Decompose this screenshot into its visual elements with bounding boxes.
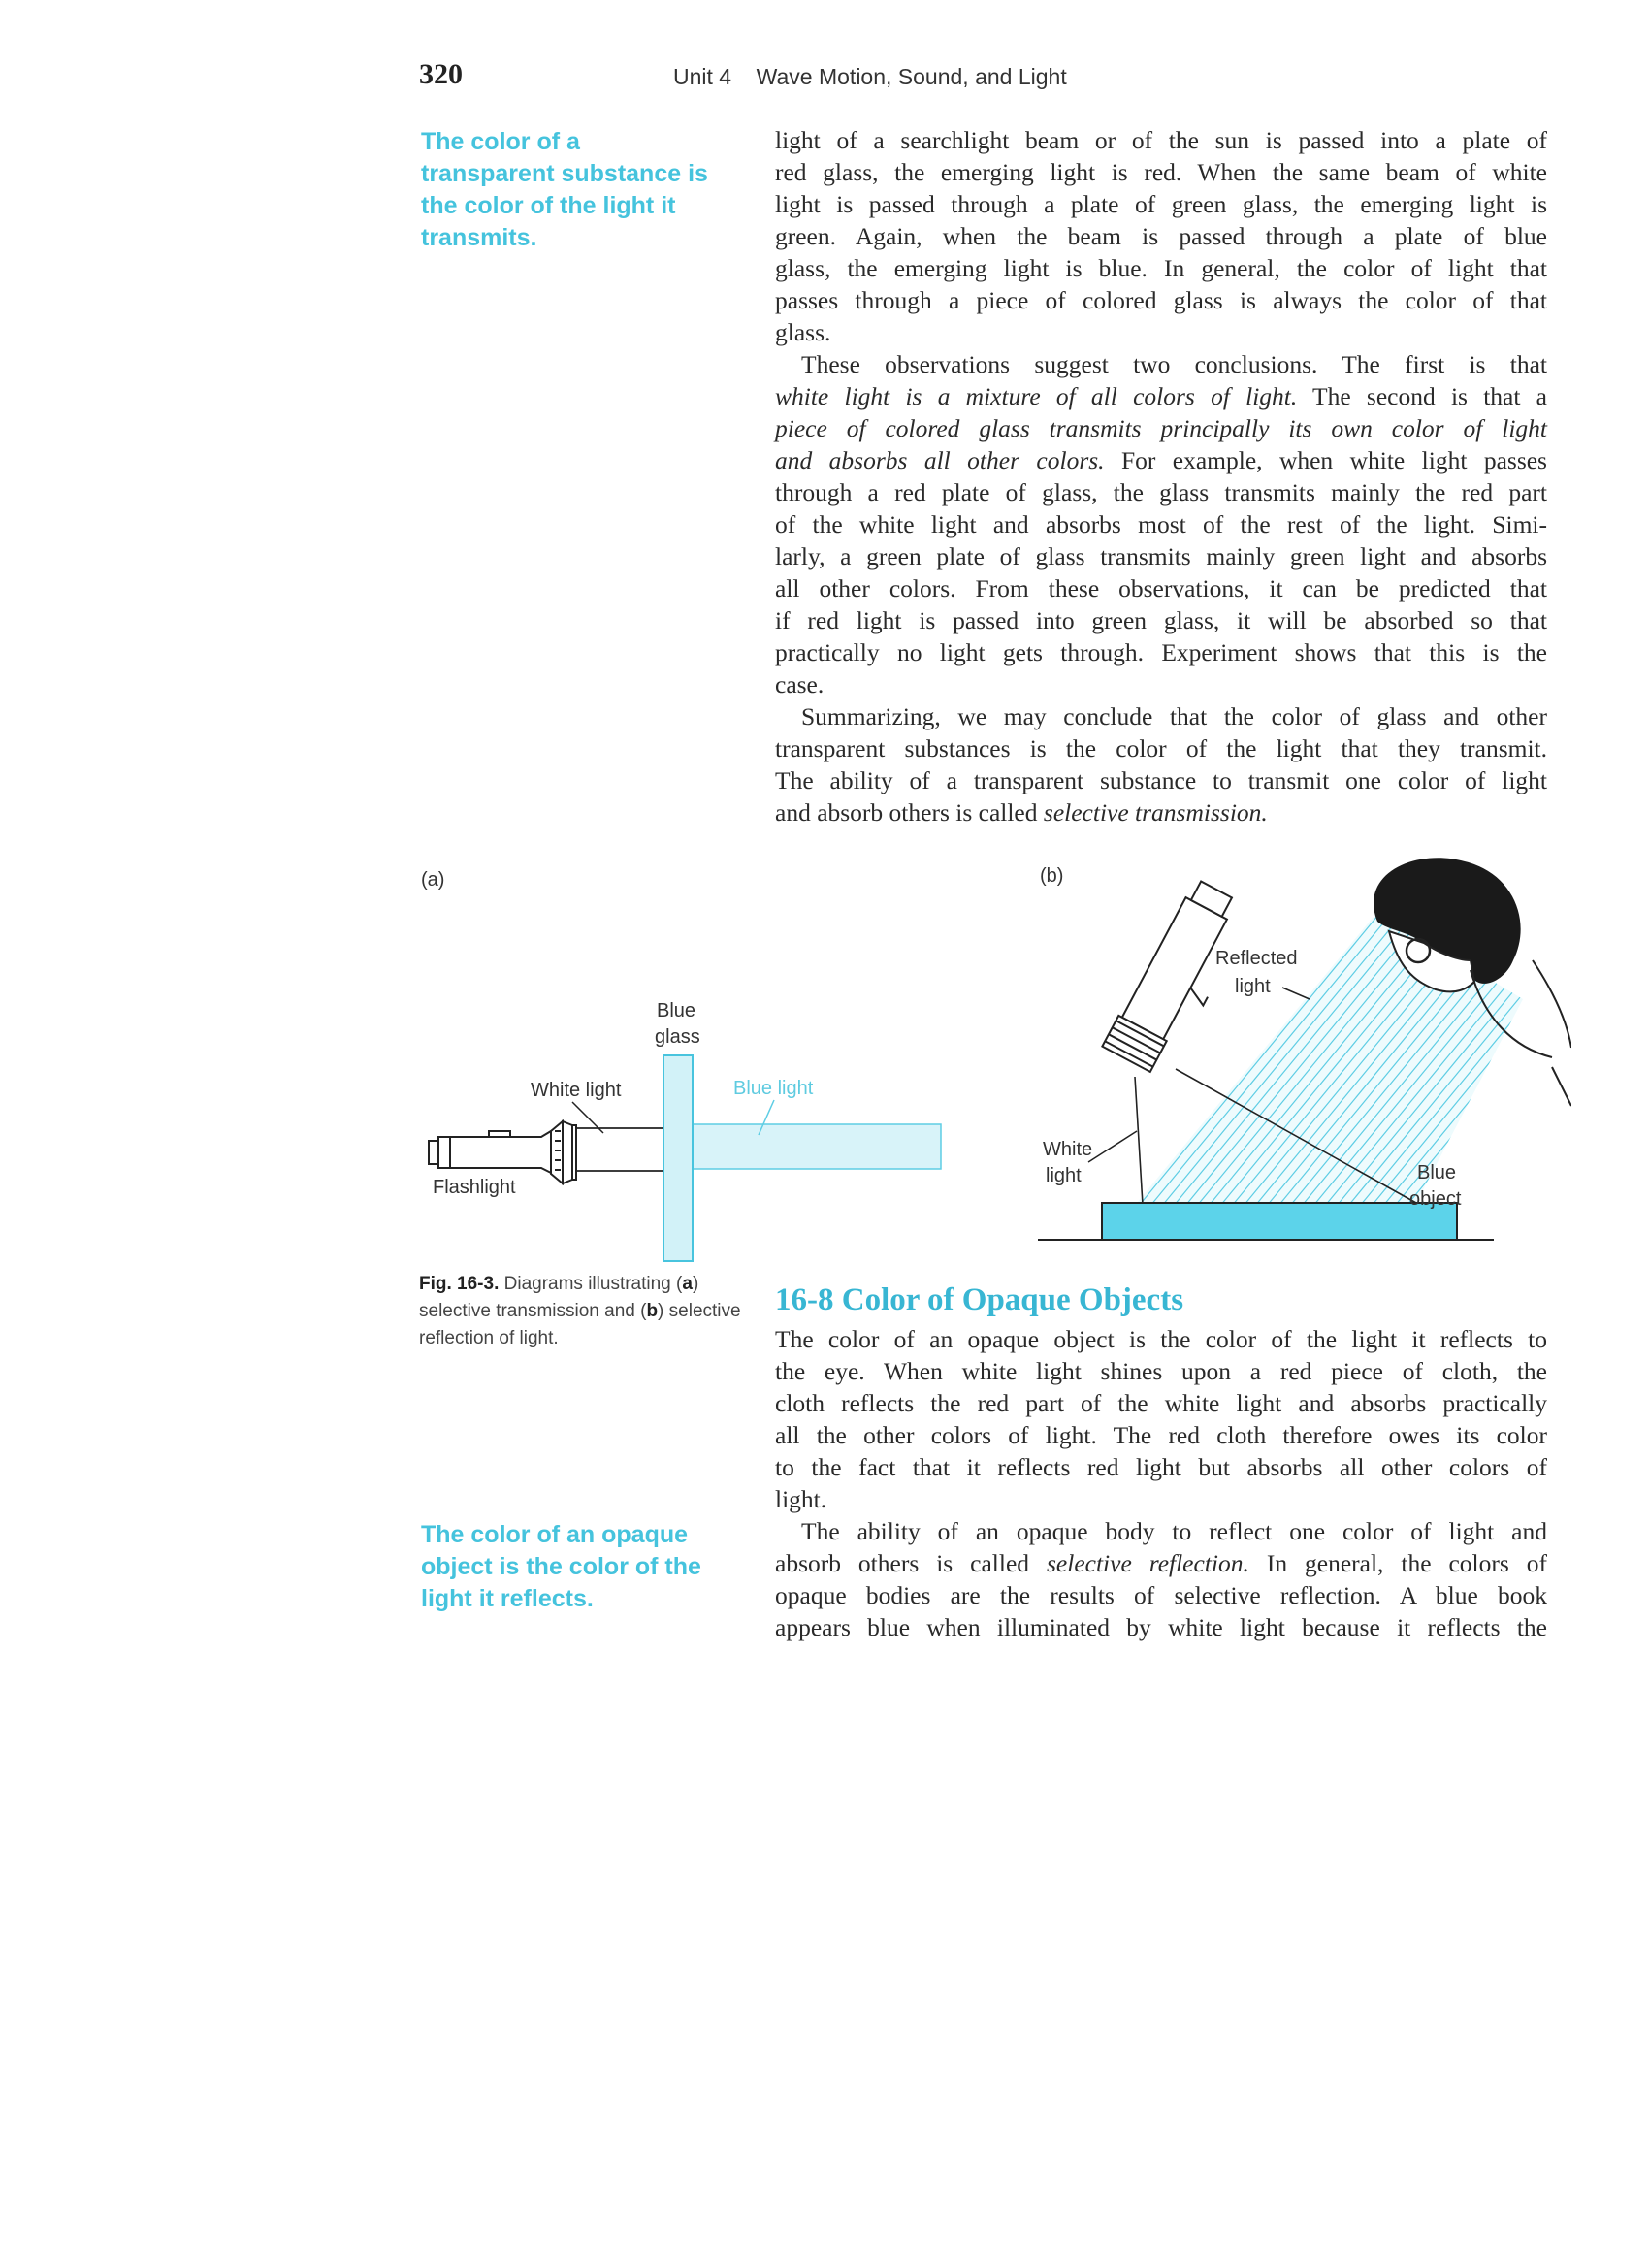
text-line: to the fact that it reflects red light but absorbs all other colors of (775, 1453, 1547, 1481)
caption-letter: b (646, 1301, 659, 1321)
paragraph-3 (775, 700, 1547, 828)
text-line: light. (775, 1485, 827, 1513)
text-line: The ability of an opaque body to reflect one color of light and (801, 1517, 1547, 1545)
margin-note-line: transparent substance is (421, 160, 708, 187)
text-line (775, 412, 1547, 444)
italic-term: selective transmission. (1043, 798, 1268, 826)
label-reflected-1: Reflected (1215, 948, 1298, 969)
paragraph-1 (775, 124, 1547, 348)
label-flashlight: Flashlight (433, 1177, 516, 1198)
text-line (775, 380, 1547, 412)
text-line: opaque bodies are the results of selective reflection. A blue book (775, 1581, 1547, 1609)
text-line: case. (775, 670, 824, 698)
label-reflected-2: light (1235, 976, 1271, 997)
text-line: glass. (775, 318, 831, 346)
label-white-2: light (1046, 1165, 1082, 1186)
margin-note-line: light it reflects. (421, 1585, 594, 1612)
text-line: transparent substances is the color of the light that they transmit. (775, 734, 1547, 762)
text-line: larly, a green plate of glass transmits mainly green light and absorbs (775, 542, 1547, 570)
paragraph-2 (775, 348, 1547, 700)
page-number: 320 (419, 58, 463, 90)
caption-letter: a (682, 1274, 693, 1294)
text-line: green. Again, when the beam is passed through a plate of blue (775, 222, 1547, 250)
label-white-light: White light (531, 1080, 622, 1101)
text-line: passes through a piece of colored glass is always the color of that (775, 286, 1547, 314)
margin-note-line: object is the color of the (421, 1553, 701, 1580)
blue-light-beam (665, 1124, 941, 1169)
flashlight-icon (429, 1121, 576, 1183)
text-line (775, 796, 1547, 828)
text-line: through a red plate of glass, the glass transmits mainly the red part (775, 478, 1547, 506)
margin-note-line: transmits. (421, 224, 537, 251)
body-text-section (775, 1323, 1547, 1643)
text-fragment: For example, when white light passes (1104, 446, 1547, 474)
caption-figure-number: Fig. 16-3. (419, 1274, 500, 1294)
text-line: all other colors. From these observations, it can be predicted that (775, 574, 1547, 602)
text-line: The color of an opaque object is the color of the light it reflects to (775, 1325, 1547, 1353)
caption-text: ) selective reflection of light. (419, 1301, 741, 1348)
paragraph-5 (775, 1515, 1547, 1643)
text-fragment: and absorb others is called (775, 798, 1044, 826)
text-fragment: absorb others is called (775, 1549, 1047, 1577)
label-white-1: White (1043, 1139, 1093, 1160)
leader-line (1282, 988, 1310, 999)
label-blue-light: Blue light (733, 1078, 814, 1099)
italic-phrase: white light is a mixture of all colors of light. (775, 382, 1298, 410)
margin-note-opaque (421, 1519, 741, 1615)
paragraph-4 (775, 1323, 1547, 1515)
text-line: of the white light and absorbs most of the rest of the light. Simi- (775, 510, 1547, 538)
figure-caption (419, 1271, 749, 1352)
margin-note-line: The color of a (421, 128, 580, 155)
text-line: light is passed through a plate of green glass, the emerging light is (775, 190, 1547, 218)
text-fragment: The second is that a (1297, 382, 1547, 410)
label-blue-object-2: object (1409, 1188, 1462, 1210)
flashlight-icon (1102, 877, 1254, 1080)
margin-note-line: The color of an opaque (421, 1521, 689, 1548)
blue-glass-plate (663, 1055, 693, 1261)
text-line: appears blue when illuminated by white light because it reflects the (775, 1613, 1547, 1641)
text-line: red glass, the emerging light is red. When the same beam of white (775, 158, 1547, 186)
label-blue-object-1: Blue (1417, 1162, 1457, 1183)
text-line: practically no light gets through. Experiment shows that this is the (775, 638, 1547, 666)
margin-note-line: the color of the light it (421, 192, 676, 219)
text-line: Summarizing, we may conclude that the color of glass and other (801, 702, 1547, 730)
text-line: if red light is passed into green glass, it will be absorbed so that (775, 606, 1547, 634)
figure-label-a: (a) (421, 869, 445, 891)
leader-line (1088, 1131, 1137, 1162)
text-line: The ability of a transparent substance to transmit one color of light (775, 766, 1547, 794)
text-line (775, 1547, 1547, 1579)
body-text-top (775, 124, 1547, 828)
figure-a-diagram (417, 970, 960, 1280)
figure-b-diagram (1028, 854, 1571, 1261)
label-blue-glass-1: Blue (657, 1000, 696, 1021)
label-blue-glass-2: glass (655, 1026, 700, 1048)
text-line: light of a searchlight beam or of the sun is passed into a plate of (775, 126, 1547, 154)
text-line: cloth reflects the red part of the white light and absorbs practically (775, 1389, 1547, 1417)
caption-text: ) selective transmission and ( (419, 1274, 699, 1321)
margin-note-transparent (421, 126, 741, 254)
text-line: glass, the emerging light is blue. In general, the color of light that (775, 254, 1547, 282)
white-light-beam (576, 1128, 663, 1171)
text-line: These observations suggest two conclusions. The first is that (801, 350, 1547, 378)
text-line: the eye. When white light shines upon a red piece of cloth, the (775, 1357, 1547, 1385)
running-head: Unit 4 Wave Motion, Sound, and Light (673, 64, 1067, 89)
text-fragment: In general, the colors of (1248, 1549, 1547, 1577)
caption-text: Diagrams illustrating ( (499, 1274, 683, 1294)
italic-term: selective reflection. (1047, 1549, 1249, 1577)
section-heading: 16-8 Color of Opaque Objects (775, 1282, 1184, 1317)
italic-phrase: and absorbs all other colors. (775, 446, 1105, 474)
italic-phrase: piece of colored glass transmits principally its own color of light (775, 414, 1547, 442)
text-line (775, 444, 1547, 476)
blue-object (1102, 1203, 1457, 1240)
text-line: all the other colors of light. The red cloth therefore owes its color (775, 1421, 1547, 1449)
figure-label-b: (b) (1040, 865, 1064, 887)
